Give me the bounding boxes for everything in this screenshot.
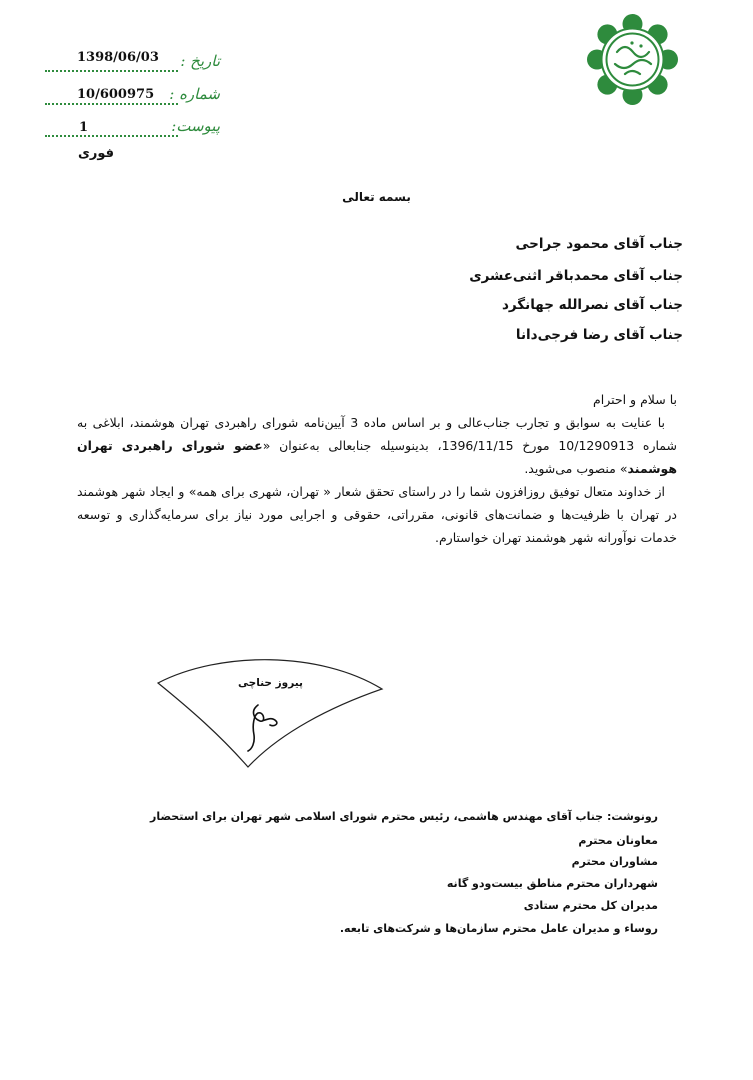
greeting: با سلام و احترام (593, 392, 677, 407)
number-value: 10/600975 (77, 87, 155, 102)
cc-line: شهرداران محترم مناطق بیست‌ودو گانه (446, 877, 658, 890)
date-row (45, 52, 220, 76)
appointment-text-post: » منصوب می‌شوید. (524, 461, 628, 476)
letter-body (77, 388, 677, 549)
recipient-line: جناب آقای محمود جراحی (515, 236, 683, 252)
recipient-line: جناب آقای نصرالله جهانگرد (501, 297, 683, 313)
number-dotted-line (45, 103, 178, 105)
tehran-council-logo (585, 12, 680, 107)
appointment-paragraph (77, 411, 677, 480)
cc-line: رونوشت: جناب آقای مهندس هاشمی، رئیس محترم شورای اسلامی شهر تهران برای استحضار (149, 810, 658, 823)
cc-line: روساء و مدیران عامل محترم سازمان‌ها و شرکت‌های تابعه. (339, 922, 658, 935)
recipient-line: جناب آقای رضا فرجی‌دانا (515, 327, 683, 343)
urgency-label: فوری (78, 146, 115, 161)
letter-heading: بسمه تعالی (342, 190, 411, 204)
attachment-dotted-line (45, 135, 178, 137)
attachment-row (45, 117, 220, 141)
signature-block (150, 655, 390, 775)
cc-line: مشاوران محترم (571, 855, 658, 868)
logo-emblem-icon (585, 12, 680, 107)
cc-line: معاونان محترم (578, 834, 658, 847)
date-value: 1398/06/03 (77, 50, 159, 65)
signatory-name: پیروز حناچی (238, 677, 303, 689)
number-label: شماره : (169, 85, 220, 103)
signature-stroke-icon (150, 655, 390, 775)
wishes-paragraph: از خداوند متعال توفیق روزافزون شما را در راستای تحقق شعار « تهران، شهری برای همه» و ایجاد شهر هوشمند در تهران با ظرفیت‌ها و ضمانت‌های قانونی، مقرراتی، حقوقی و اجرایی مورد نیاز برای سرمایه‌گذاری و توسعه خدمات نوآورانه شهر هوشمند تهران خواستارم. (77, 484, 677, 545)
appointment-text-pre: با عنایت به سوابق و تجارب جناب‌عالی و بر اساس ماده 3 آیین‌نامه شورای راهبردی تهران هوشمند، ابلاغی به شماره 10/1290913 مورخ 1396/11/15، بدینوسیله جنابعالی به‌عنوان « (77, 415, 677, 453)
number-row (45, 85, 220, 109)
date-label: تاریخ : (180, 52, 220, 70)
appointment-title: عضو شورای راهبردی تهران هوشمند (77, 438, 677, 476)
recipient-line: جناب آقای محمدباقر اثنی‌عشری (469, 268, 683, 284)
cc-line: مدیران کل محترم ستادی (523, 899, 658, 912)
date-dotted-line (45, 70, 178, 72)
attachment-value: 1 (79, 120, 89, 135)
attachment-label: پیوست: (171, 117, 220, 135)
